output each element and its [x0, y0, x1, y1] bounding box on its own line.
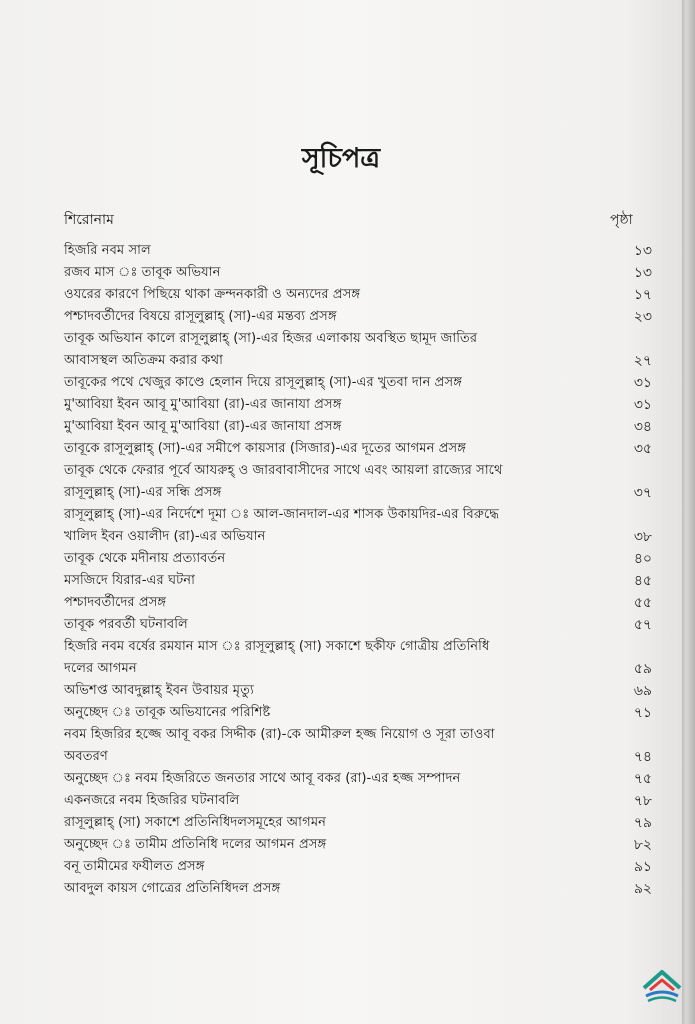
column-header-title: শিরোনাম	[64, 212, 114, 228]
toc-entry[interactable]	[64, 372, 652, 394]
toc-entry-page: ১৩	[633, 265, 652, 281]
toc-entry-page: ৭৪	[633, 749, 652, 765]
toc-entry-page: ১৩	[633, 243, 652, 259]
toc-entry-page: ৫৭	[633, 617, 652, 633]
toc-entry[interactable]	[64, 746, 652, 768]
page-edge	[682, 0, 695, 1024]
toc-entry[interactable]	[64, 526, 652, 548]
toc-entry-page: ৩৫	[633, 441, 652, 457]
toc-entry-title: নবম হিজরির হজ্জে আবূ বকর সিদ্দীক (রা)-কে আমীরুল হজ্জ নিয়োগ ও সূরা তাওবা	[64, 727, 495, 742]
toc-entry-title: তাবূক অভিযান কালে রাসূলুল্লাহ্ (সা)-এর হিজর এলাকায় অবস্থিত ছামূদ জাতির	[64, 331, 478, 346]
toc-entry-page: ২৭	[633, 353, 652, 369]
toc-entry-title: দলের আগমন	[64, 661, 137, 676]
table-of-contents	[64, 240, 652, 900]
toc-entry-title: অনুচ্ছেদ ঃ নবম হিজরিতে জনতার সাথে আবূ বকর (রা)-এর হজ্জ সম্পাদন	[64, 771, 461, 786]
toc-entry-title: তাবূক থেকে মদীনায় প্রত্যাবর্তন	[64, 551, 226, 566]
toc-entry[interactable]	[64, 570, 652, 592]
toc-entry[interactable]	[64, 328, 652, 350]
toc-entry-title: অনুচ্ছেদ ঃ তাবূক অভিযানের পরিশিষ্ট	[64, 705, 271, 720]
toc-entry-page: ৮২	[633, 837, 652, 853]
toc-entry-title: ওযরের কারণে পিছিয়ে থাকা ক্রন্দনকারী ও অন্যদের প্রসঙ্গ	[64, 287, 361, 302]
toc-entry-title: আবদুল কায়স গোত্রের প্রতিনিধিদল প্রসঙ্গ	[64, 881, 281, 896]
toc-entry-title: খালিদ ইবন ওয়ালীদ (রা)-এর অভিযান	[64, 529, 266, 544]
toc-entry[interactable]	[64, 790, 652, 812]
toc-entry-title: পশ্চাদবর্তীদের প্রসঙ্গ	[64, 595, 167, 610]
toc-entry-page: ৭১	[633, 705, 652, 721]
toc-entry-page: ৬৯	[633, 683, 652, 699]
toc-entry-title: পশ্চাদবর্তীদের বিষয়ে রাসূলুল্লাহ্ (সা)-এর মন্তব্য প্রসঙ্গ	[64, 309, 337, 324]
column-header-page: পৃষ্ঠা	[610, 212, 633, 228]
toc-entry-page: ৩৭	[633, 485, 652, 501]
toc-entry-title: তাবূক থেকে ফেরার পূর্বে আযরুহ্ ও জারবাবাসীদের সাথে এবং আয়লা রাজ্যের সাথে	[64, 463, 503, 478]
toc-entry-page: ৩১	[633, 375, 652, 391]
toc-entry-title: আবাসস্থল অতিক্রম করার কথা	[64, 353, 223, 368]
toc-entry-title: রাসূলুল্লাহ্ (সা)-এর সন্ধি প্রসঙ্গ	[64, 485, 222, 500]
page-title: সূচিপত্র	[301, 143, 381, 174]
toc-entry-page: ৫৫	[633, 595, 652, 611]
toc-entry-page: ৩৪	[633, 419, 652, 435]
toc-entry-page: ৯২	[633, 881, 652, 897]
toc-entry-page: ৩১	[633, 397, 652, 413]
toc-entry-title: মু'আবিয়া ইবন আবূ মু'আবিয়া (রা)-এর জানাযা প্রসঙ্গ	[64, 419, 342, 434]
toc-entry[interactable]	[64, 240, 652, 262]
toc-entry-title: রাসূলুল্লাহ্ (সা) সকাশে প্রতিনিধিদলসমূহের আগমন	[64, 815, 327, 830]
toc-entry[interactable]	[64, 262, 652, 284]
toc-entry[interactable]	[64, 834, 652, 856]
toc-entry-title: অভিশপ্ত আবদুল্লাহ্ ইবন উবায়র মৃত্যু	[64, 683, 254, 698]
toc-entry-page: ৭৮	[633, 793, 652, 809]
toc-entry[interactable]	[64, 548, 652, 570]
toc-entry[interactable]	[64, 658, 652, 680]
toc-entry[interactable]	[64, 504, 652, 526]
toc-entry[interactable]	[64, 482, 652, 504]
toc-entry-title: হিজরি নবম বর্ষের রমযান মাস ঃ রাসূলুল্লাহ্ (সা) সকাশে ছকীফ গোত্রীয় প্রতিনিধি	[64, 639, 490, 654]
publisher-logo-icon	[640, 966, 684, 1006]
toc-entry-page: ৩৮	[633, 529, 652, 545]
toc-entry[interactable]	[64, 460, 652, 482]
toc-entry-page: ৪৫	[633, 573, 652, 589]
toc-entry[interactable]	[64, 856, 652, 878]
toc-entry[interactable]	[64, 702, 652, 724]
toc-entry[interactable]	[64, 812, 652, 834]
toc-entry-page: ৯১	[633, 859, 652, 875]
toc-entry[interactable]	[64, 350, 652, 372]
toc-entry-title: মু'আবিয়া ইবন আবূ মু'আবিয়া (রা)-এর জানাযা প্রসঙ্গ	[64, 397, 342, 412]
toc-entry[interactable]	[64, 306, 652, 328]
toc-entry-page: ১৭	[633, 287, 652, 303]
toc-entry-page: ২৩	[633, 309, 652, 325]
toc-entry[interactable]	[64, 768, 652, 790]
toc-entry-title: বনূ তামীমের ফযীলত প্রসঙ্গ	[64, 859, 205, 874]
toc-entry-title: রজব মাস ঃ তাবূক অভিযান	[64, 265, 221, 280]
toc-entry[interactable]	[64, 592, 652, 614]
toc-entry-title: একনজরে নবম হিজরির ঘটনাবলি	[64, 793, 240, 808]
toc-entry-title: অনুচ্ছেদ ঃ তামীম প্রতিনিধি দলের আগমন প্রসঙ্গ	[64, 837, 327, 852]
toc-entry[interactable]	[64, 284, 652, 306]
toc-entry-page: ৭৫	[633, 771, 652, 787]
toc-entry[interactable]	[64, 416, 652, 438]
toc-entry[interactable]	[64, 724, 652, 746]
toc-entry-page: ৭৯	[633, 815, 652, 831]
toc-entry-title: অবতরণ	[64, 749, 108, 764]
toc-entry-page: ৪০	[633, 551, 652, 567]
toc-entry-page: ৫৯	[633, 661, 652, 677]
toc-entry-title: তাবূকে রাসূলুল্লাহ্ (সা)-এর সমীপে কায়সার (সিজার)-এর দূতের আগমন প্রসঙ্গ	[64, 441, 466, 456]
toc-entry[interactable]	[64, 878, 652, 900]
toc-entry-title: হিজরি নবম সাল	[64, 243, 151, 258]
toc-entry-title: তাবূক পরবর্তী ঘটনাবলি	[64, 617, 188, 632]
toc-entry[interactable]	[64, 636, 652, 658]
toc-entry[interactable]	[64, 394, 652, 416]
toc-entry-title: রাসূলুল্লাহ্ (সা)-এর নির্দেশে দূমা ঃ আল-জানদাল-এর শাসক উকায়দির-এর বিরুদ্ধে	[64, 507, 499, 522]
toc-entry[interactable]	[64, 680, 652, 702]
toc-entry[interactable]	[64, 438, 652, 460]
toc-entry-title: তাবূকের পথে খেজুর কাণ্ডে হেলান দিয়ে রাসূলুল্লাহ্ (সা)-এর খুতবা দান প্রসঙ্গ	[64, 375, 462, 390]
toc-entry[interactable]	[64, 614, 652, 636]
toc-entry-title: মসজিদে যিরার-এর ঘটনা	[64, 573, 195, 588]
